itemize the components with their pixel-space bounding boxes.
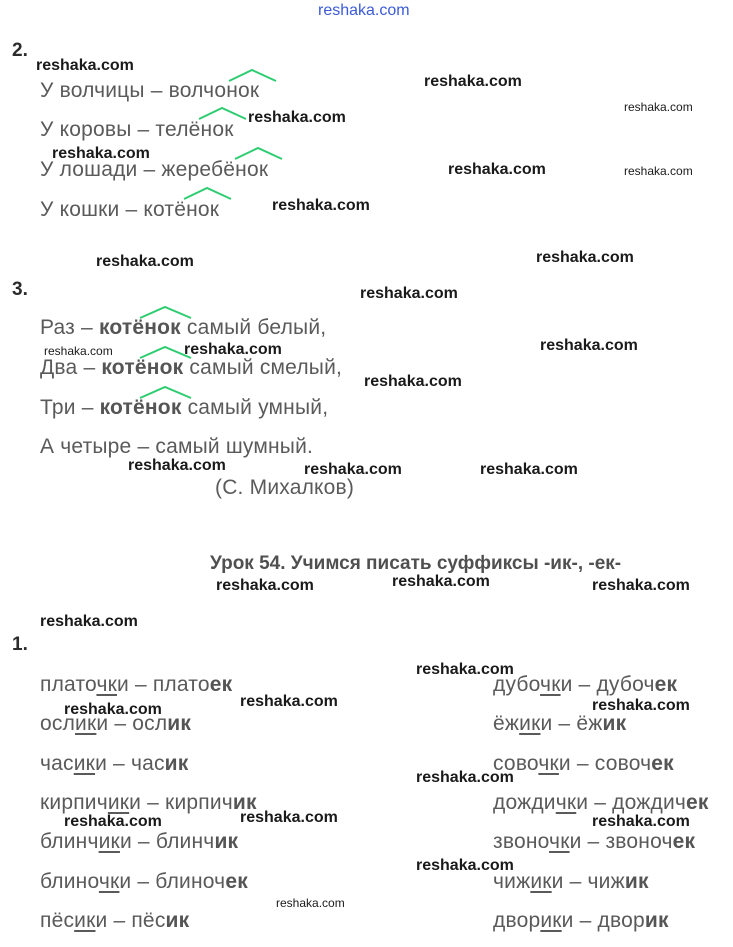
watermark: reshaka.com: [592, 577, 690, 594]
ex3-line-3: Три – котёнок самый умный,: [40, 396, 329, 419]
ex1-right-row: дубочки – дубочек: [493, 673, 678, 696]
watermark: reshaka.com: [96, 253, 194, 270]
suffix: ёнок: [133, 396, 182, 419]
watermark: reshaka.com: [624, 164, 693, 178]
watermark: reshaka.com: [44, 344, 113, 358]
ex1-right-row: чижики – чижик: [493, 870, 649, 893]
suffix: онок: [214, 79, 260, 102]
ex1-left-row: пёсики – пёсик: [40, 909, 190, 932]
suffix-arc-mark: [234, 146, 284, 160]
ex1-right-row: ёжики – ёжик: [493, 712, 627, 735]
ex1-right-row: звоночки – звоночек: [493, 830, 696, 853]
suffix: ёнок: [174, 198, 220, 221]
watermark: reshaka.com: [592, 697, 690, 714]
ex1-left-row: блинчики – блинчик: [40, 830, 239, 853]
watermark: reshaka.com: [416, 661, 514, 678]
watermark: reshaka.com: [248, 109, 346, 126]
ex1-right-row: дождички – дождичек: [493, 791, 709, 814]
lesson-title: Урок 54. Учимся писать суффиксы -ик-, -ек-: [210, 553, 622, 574]
ex3-line-4: А четыре – самый шумный.: [40, 435, 314, 458]
suffix-arc-mark: [139, 305, 193, 319]
watermark: reshaka.com: [52, 145, 150, 162]
watermark: reshaka.com: [416, 769, 514, 786]
watermark: reshaka.com: [480, 461, 578, 478]
ex3-line-1: Раз – котёнок самый белый,: [40, 316, 327, 339]
watermark: reshaka.com: [540, 337, 638, 354]
ex1-left-row: кирпичики – кирпичик: [40, 791, 257, 814]
poem-author: (С. Михалков): [215, 476, 355, 499]
watermark: reshaka.com: [624, 100, 693, 114]
ex1-right-row: совочки – совочек: [493, 752, 674, 775]
ex1-right-row: дворики – дворик: [493, 909, 669, 932]
suffix-arc-mark: [139, 385, 193, 399]
watermark: reshaka.com: [128, 457, 226, 474]
watermark: reshaka.com: [392, 573, 490, 590]
watermark: reshaka.com: [536, 249, 634, 266]
watermark: reshaka.com: [364, 373, 462, 390]
watermark: reshaka.com: [416, 857, 514, 874]
suffix: ёнок: [188, 118, 234, 141]
suffix: ёнок: [134, 356, 184, 379]
watermark: reshaka.com: [64, 813, 162, 830]
exercise-2-number: 2.: [12, 40, 28, 61]
watermark: reshaka.com: [184, 341, 282, 358]
ex1-left-row: платочки – платоек: [40, 673, 233, 696]
ex2-line-4: У кошки – котёнок: [40, 198, 220, 221]
watermark: reshaka.com: [36, 57, 134, 74]
watermark: reshaka.com: [592, 813, 690, 830]
watermark: reshaka.com: [240, 693, 338, 710]
suffix-arc-mark: [228, 68, 278, 82]
watermark: reshaka.com: [304, 461, 402, 478]
watermark: reshaka.com: [40, 613, 138, 630]
suffix: ёнок: [132, 316, 181, 339]
suffix-arc-mark: [198, 106, 248, 120]
ex2-line-2: У коровы – телёнок: [40, 118, 234, 141]
ex3-line-2: Два – котёнок самый смелый,: [40, 356, 343, 379]
watermark: reshaka.com: [216, 577, 314, 594]
watermark-top: reshaka.com: [318, 2, 410, 19]
ex2-line-3: У лошади – жеребёнок: [40, 158, 269, 181]
watermark: reshaka.com: [64, 701, 162, 718]
ex1-left-row: блиночки – блиночек: [40, 870, 248, 893]
suffix: ёнок: [223, 158, 269, 181]
watermark: reshaka.com: [276, 896, 345, 910]
watermark: reshaka.com: [360, 285, 458, 302]
ex1-left-row: часики – часик: [40, 752, 189, 775]
ex1-left-row: ослики – ослик: [40, 712, 192, 735]
watermark: reshaka.com: [424, 73, 522, 90]
suffix-arc-mark: [183, 186, 233, 200]
ex2-line-1: У волчицы – волчонок: [40, 79, 260, 102]
watermark: reshaka.com: [272, 197, 370, 214]
watermark: reshaka.com: [448, 161, 546, 178]
exercise-1-number: 1.: [12, 634, 28, 655]
exercise-3-number: 3.: [12, 279, 28, 300]
watermark: reshaka.com: [240, 809, 338, 826]
